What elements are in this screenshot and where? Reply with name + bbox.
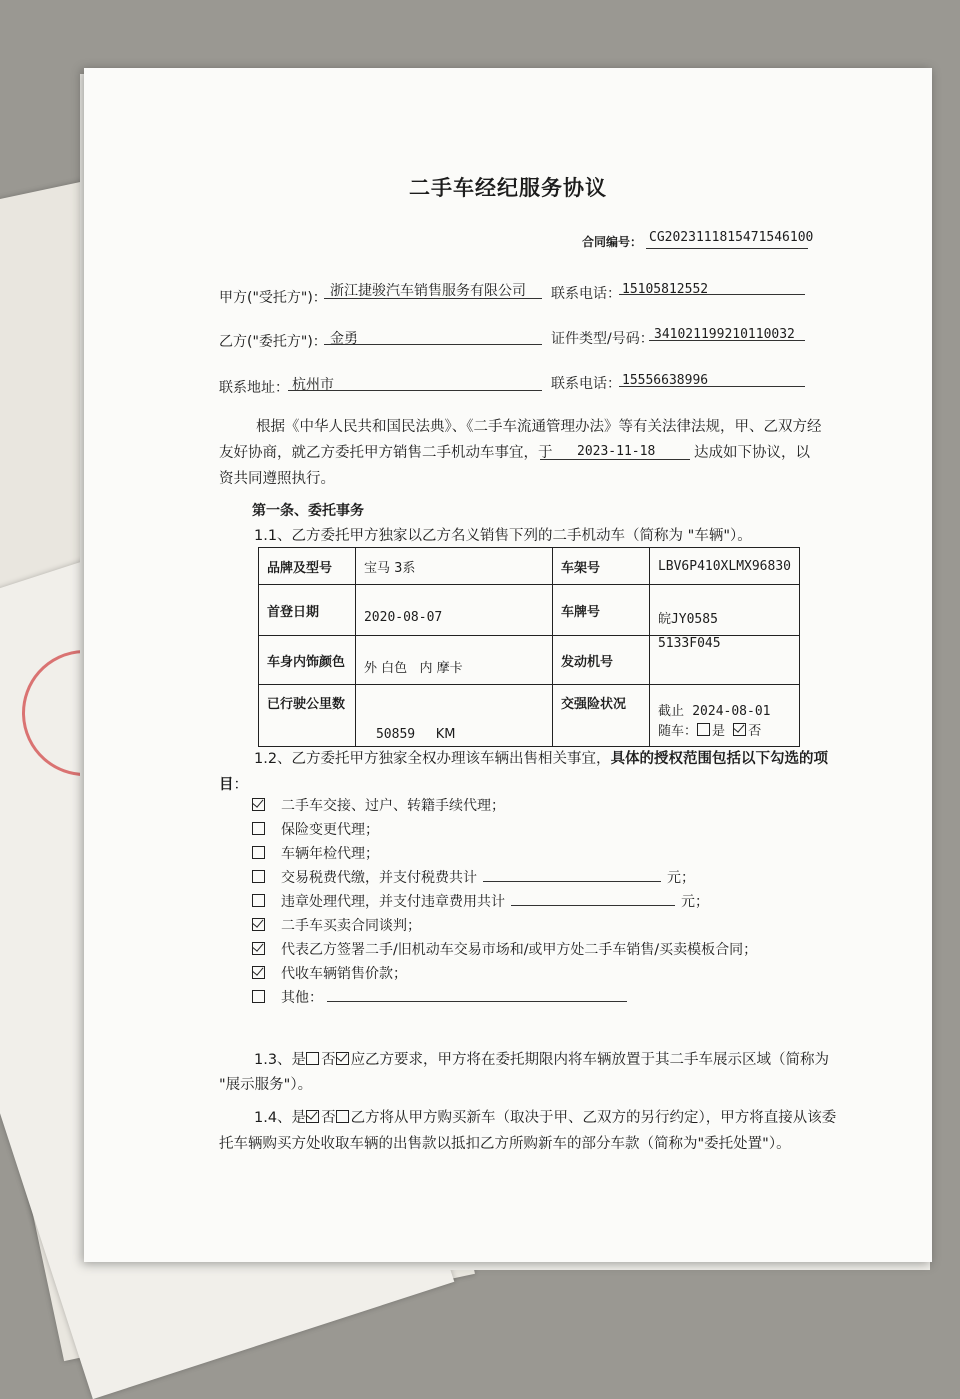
clause-1-4-yes-checkbox[interactable] [306, 1110, 319, 1123]
auth-item-8 [252, 963, 407, 983]
violation-amount-blank [511, 905, 675, 906]
plate-value: 皖JY0585 [649, 585, 799, 636]
clause-1-2-end-text: 目 [219, 777, 234, 793]
auth-checkbox-6[interactable] [252, 918, 265, 931]
insurance-value [649, 685, 799, 747]
underline [646, 248, 808, 249]
auth-checkbox-4[interactable] [252, 870, 265, 883]
contract-number: CG2023111815471546100 [649, 230, 814, 245]
clause-1-3-text: 应乙方要求，甲方将在委托期限内将车辆放置于其二手车展示区域（简称为 [350, 1052, 830, 1068]
yes-checkbox[interactable] [697, 723, 710, 736]
party-a-phone: 15105812552 [622, 282, 709, 297]
vin-label: 车架号 [552, 548, 649, 585]
party-a-phone-label: 联系电话： [551, 286, 621, 302]
clause-1-4-no-checkbox[interactable] [336, 1110, 349, 1123]
auth-item-3 [252, 843, 379, 863]
no-checkbox[interactable] [733, 723, 746, 736]
underline [288, 390, 542, 391]
auth-item-1-text: 二手车交接、过户、转籍手续代理； [281, 798, 505, 814]
auth-item-7-text: 代表乙方签署二手/旧机动车交易市场和/或甲方处二手车销售/买卖模板合同； [281, 942, 758, 958]
clause-1-3-line-1 [254, 1047, 829, 1073]
document-title: 二手车经纪服务协议 [409, 176, 607, 200]
contract-number-label: 合同编号： [582, 235, 643, 249]
insurance-date: 2024-08-01 [692, 704, 771, 719]
intro-line-1: 根据《中华人民共和国民法典》、《二手车流通管理办法》等有关法律法规，甲、乙双方经 [256, 419, 822, 435]
color-label: 车身内饰颜色 [259, 636, 356, 685]
engine-value: 5133F045 [649, 636, 799, 685]
underline [540, 459, 690, 460]
underline [324, 344, 542, 345]
party-a-name: 浙江捷骏汽车销售服务有限公司 [330, 283, 526, 299]
auth-item-2 [252, 819, 379, 839]
clause-1-2-bold: 具体的授权范围包括以下勾选的项 [610, 751, 829, 767]
auth-item-8-text: 代收车辆销售价款； [281, 966, 407, 982]
insurance-label: 交强险状况 [552, 685, 649, 747]
clause-1-3-yes-checkbox[interactable] [306, 1052, 319, 1065]
no-label: 否 [748, 724, 762, 739]
auth-item-6 [252, 915, 421, 935]
yes-label: 是 [711, 724, 725, 739]
auth-item-9-text: 其他： [281, 990, 323, 1006]
other-blank [327, 1001, 627, 1002]
clause-1-3-line-2: "展示服务"）。 [219, 1077, 313, 1093]
brand-label: 品牌及型号 [259, 548, 356, 585]
party-b-phone: 15556638996 [622, 373, 709, 388]
mileage-unit: KM [435, 727, 456, 742]
auth-item-5-text: 违章处理代理，并支付违章费用共计 [281, 894, 505, 910]
auth-item-3-text: 车辆年检代理； [281, 846, 379, 862]
clause-1-3-yes-label: 1.3、是 [254, 1052, 307, 1068]
insurance-expiry [658, 702, 791, 722]
auth-item-9 [252, 987, 627, 1007]
clause-1-2 [254, 746, 828, 772]
clause-1-2-end [219, 772, 248, 798]
mileage-label: 已行驶公里数 [259, 685, 356, 747]
clause-1-4-text: 乙方将从甲方购买新车（取决于甲、乙双方的另行约定），甲方将直接从该委 [350, 1110, 837, 1126]
auth-item-4-text: 交易税费代缴，并支付税费共计 [281, 870, 477, 886]
clause-1-3-no-label: 否 [321, 1052, 336, 1068]
mileage-value [355, 685, 552, 747]
section-1-heading: 第一条、委托事务 [252, 503, 364, 519]
underline [324, 298, 542, 299]
auth-item-4 [252, 867, 695, 887]
auth-checkbox-9[interactable] [252, 990, 265, 1003]
tax-amount-blank [483, 881, 661, 882]
party-b-id-label: 证件类型/号码： [551, 331, 654, 347]
auth-checkbox-8[interactable] [252, 966, 265, 979]
with-car-label: 随车： [657, 724, 697, 739]
party-b-name: 金勇 [330, 331, 358, 347]
clause-1-4-line-2: 托车辆购买方处收取车辆的出售款以抵扣乙方所购新车的部分车款（简称为"委托处置"）。 [219, 1136, 791, 1152]
underline [649, 340, 805, 341]
reg-date-label: 首登日期 [259, 585, 356, 636]
engine-label: 发动机号 [552, 636, 649, 685]
auth-checkbox-2[interactable] [252, 822, 265, 835]
auth-item-4-suffix: 元； [667, 870, 695, 886]
auth-item-2-text: 保险变更代理； [281, 822, 379, 838]
party-b-label: 乙方("委托方")： [219, 334, 327, 350]
vehicle-table [258, 547, 800, 747]
auth-checkbox-1[interactable] [252, 798, 265, 811]
color-exterior: 外 白色 [363, 660, 408, 676]
insurance-with-car [658, 722, 791, 742]
underline [619, 386, 805, 387]
intro-line-2b: 达成如下协议，以 [694, 445, 810, 461]
auth-item-5-suffix: 元； [681, 894, 709, 910]
clause-1-3-no-checkbox[interactable] [336, 1052, 349, 1065]
auth-item-7 [252, 939, 757, 959]
party-b-phone-label: 联系电话： [551, 376, 621, 392]
clause-1-2-colon: ： [233, 777, 248, 793]
auth-item-1 [252, 795, 505, 815]
party-b-id: 341021199210110032 [654, 327, 795, 342]
vin-value: LBV6P410XLMX96830 [649, 548, 799, 585]
contract-page [84, 68, 932, 1262]
color-value [355, 636, 552, 685]
clause-1-2-text: 1.2、乙方委托甲方独家全权办理该车辆出售相关事宜， [254, 751, 611, 767]
auth-checkbox-7[interactable] [252, 942, 265, 955]
clause-1-4-no-label: 否 [321, 1110, 336, 1126]
auth-checkbox-3[interactable] [252, 846, 265, 859]
party-b-address-label: 联系地址： [219, 380, 289, 396]
party-a-label: 甲方("受托方")： [219, 290, 327, 306]
color-interior: 内 摩卡 [419, 660, 463, 676]
intro-line-3: 资共同遵照执行。 [219, 471, 335, 487]
reg-date-value: 2020-08-07 [355, 585, 552, 636]
brand-value: 宝马 3系 [355, 548, 552, 585]
mileage-number: 50859 [375, 727, 416, 742]
intro-line-2a: 友好协商，就乙方委托甲方销售二手机动车事宜，于 [219, 445, 553, 461]
clause-1-4-yes-label: 1.4、是 [254, 1110, 307, 1126]
auth-checkbox-5[interactable] [252, 894, 265, 907]
auth-item-6-text: 二手车买卖合同谈判； [281, 918, 421, 934]
auth-item-5 [252, 891, 709, 911]
agreement-date: 2023-11-18 [577, 444, 656, 459]
party-b-address: 杭州市 [292, 377, 334, 393]
clause-1-1: 1.1、乙方委托甲方独家以乙方名义销售下列的二手机动车（简称为 "车辆"）。 [254, 528, 752, 544]
clause-1-4-line-1 [254, 1105, 836, 1131]
underline [619, 294, 805, 295]
insurance-expiry-prefix: 截止 [657, 704, 684, 719]
plate-label: 车牌号 [552, 585, 649, 636]
